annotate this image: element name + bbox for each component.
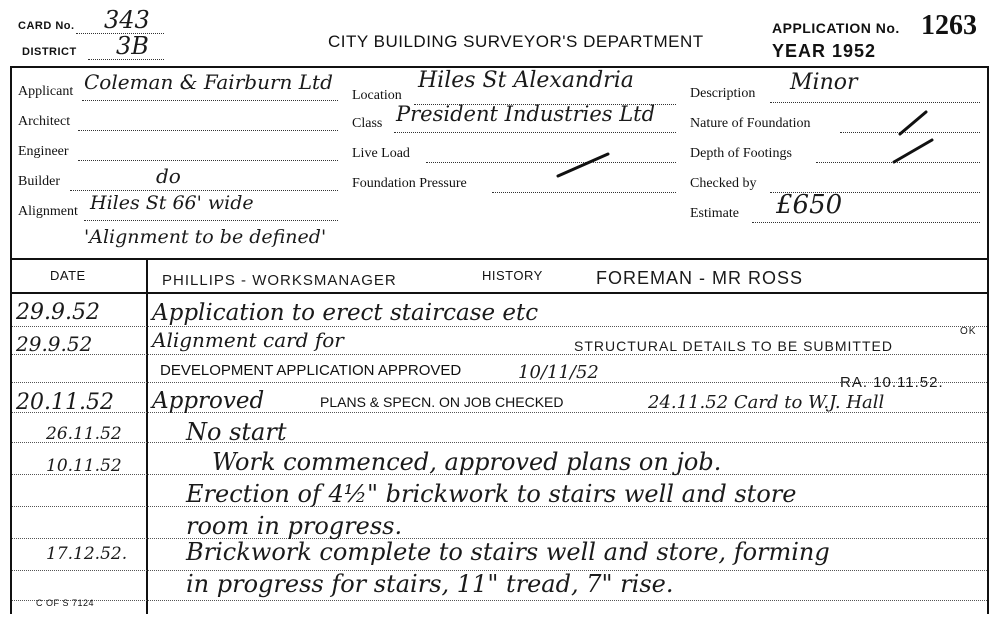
applicant-value: Coleman & Fairburn Ltd xyxy=(84,70,333,94)
plans-checked-stamp: PLANS & SPECN. ON JOB CHECKED xyxy=(320,394,564,410)
application-number: 1263 xyxy=(921,10,977,41)
class-line xyxy=(394,132,676,133)
description-line xyxy=(770,102,980,103)
alignment-value: Hiles St 66' wide xyxy=(90,192,254,214)
entry-text: Work commenced, approved plans on job. xyxy=(212,448,722,476)
engineer-line xyxy=(78,160,338,161)
left-rule xyxy=(10,66,12,614)
history-column-header: HISTORY xyxy=(482,268,543,283)
date-column-rule xyxy=(146,260,148,614)
description-label: Description xyxy=(690,86,756,101)
entry-text: room in progress. xyxy=(186,512,403,540)
depth-dash xyxy=(890,136,936,166)
alignment-line xyxy=(84,220,338,221)
history-row-line xyxy=(12,442,987,443)
checked-by-label: Checked by xyxy=(690,176,757,191)
year-label: YEAR 1952 xyxy=(772,41,877,61)
live-load-dash xyxy=(556,150,612,180)
builder-value: do xyxy=(156,164,181,188)
card-no-value: 343 xyxy=(104,6,150,34)
architect-line xyxy=(78,130,338,131)
history-row-line xyxy=(12,600,987,601)
entry-text: Alignment card for xyxy=(152,328,344,352)
foreman-note: FOREMAN - MR ROSS xyxy=(596,268,804,288)
structural-details-note: STRUCTURAL DETAILS TO BE SUBMITTED xyxy=(574,338,893,354)
entry-date: 17.12.52. xyxy=(46,544,128,564)
date-column-header: DATE xyxy=(50,268,86,283)
location-value: Hiles St Alexandria xyxy=(418,68,634,93)
department-title: CITY BUILDING SURVEYOR'S DEPARTMENT xyxy=(328,32,704,51)
application-label: APPLICATION No. xyxy=(772,20,900,36)
foundation-pressure-line xyxy=(492,192,676,193)
development-approved-date: 10/11/52 xyxy=(518,362,599,383)
right-rule xyxy=(987,66,989,614)
nature-dash xyxy=(896,108,930,138)
entry-date: 10.11.52 xyxy=(46,456,122,476)
history-header-rule xyxy=(10,292,989,294)
applicant-label: Applicant xyxy=(18,84,74,99)
estimate-label: Estimate xyxy=(690,206,739,221)
entry-text: Application to erect staircase etc xyxy=(152,300,539,326)
nature-of-foundation-label: Nature of Foundation xyxy=(690,116,811,131)
location-label: Location xyxy=(352,88,402,103)
applicant-line xyxy=(82,100,338,101)
class-value: President Industries Ltd xyxy=(396,102,656,126)
foundation-pressure-label: Foundation Pressure xyxy=(352,176,467,191)
entry-text: Brickwork complete to stairs well and store, forming xyxy=(186,538,830,566)
history-row-line xyxy=(12,354,987,355)
engineer-label: Engineer xyxy=(18,144,69,159)
fields-bottom-rule xyxy=(10,258,989,260)
card-no-label: CARD No. xyxy=(18,20,75,32)
estimate-line xyxy=(752,222,980,223)
alignment-note: 'Alignment to be defined' xyxy=(84,226,327,248)
builder-line xyxy=(70,190,338,191)
card-to-note: 24.11.52 Card to W.J. Hall xyxy=(648,392,885,413)
entry-text: Erection of 4½" brickwork to stairs well and store xyxy=(186,480,797,508)
history-row-line xyxy=(12,326,987,327)
architect-label: Architect xyxy=(18,114,71,129)
class-label: Class xyxy=(352,116,383,131)
entry-text: Approved xyxy=(152,388,265,414)
entry-date: 26.11.52 xyxy=(46,424,122,444)
alignment-label: Alignment xyxy=(18,204,78,219)
ra-initials: RA. 10.11.52. xyxy=(840,374,944,391)
entry-date: 20.11.52 xyxy=(16,390,114,415)
live-load-label: Live Load xyxy=(352,146,410,161)
entry-text: No start xyxy=(186,418,287,446)
district-value: 3B xyxy=(116,32,149,60)
works-manager-note: PHILLIPS - WORKSMANAGER xyxy=(162,272,397,289)
district-label: DISTRICT xyxy=(22,46,77,58)
estimate-value: £650 xyxy=(776,190,843,220)
entry-date: 29.9.52 xyxy=(16,300,100,325)
development-approved: DEVELOPMENT APPLICATION APPROVED xyxy=(160,362,462,379)
depth-of-footings-label: Depth of Footings xyxy=(690,146,792,161)
live-load-line xyxy=(426,162,676,163)
entry-text: in progress for stairs, 11" tread, 7" rise. xyxy=(186,570,674,598)
form-code: C OF S 7124 xyxy=(36,598,95,608)
description-value: Minor xyxy=(790,70,858,95)
ok-mark: OK xyxy=(960,326,977,337)
entry-date: 29.9.52 xyxy=(16,332,93,356)
builder-label: Builder xyxy=(18,174,60,189)
